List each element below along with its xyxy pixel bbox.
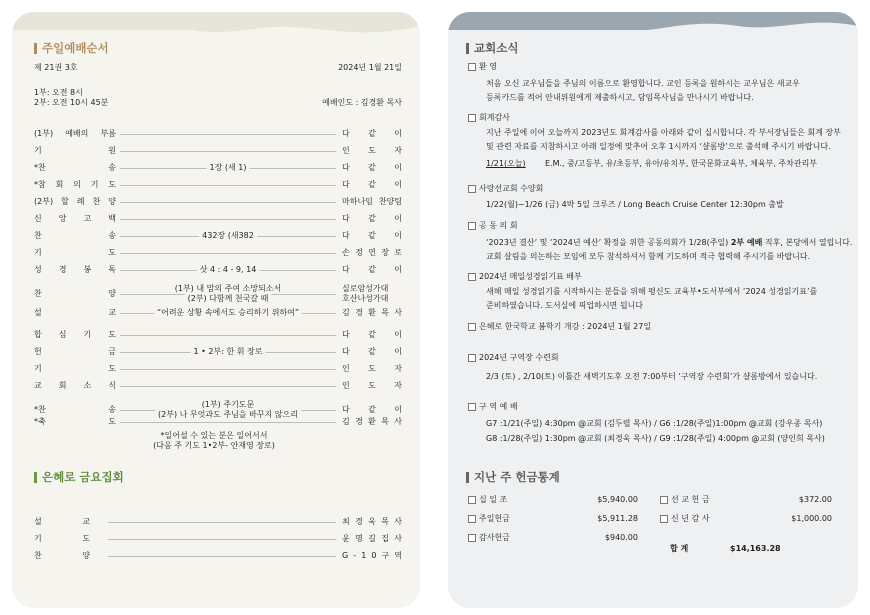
order-label: 설 교 (34, 308, 116, 317)
service-time-2: 2부: 오전 10시 45분 (34, 98, 109, 107)
order-person: 마하나임 찬양팀 (342, 197, 402, 206)
council-text-2: 교회 살림을 의논하는 모임에 모두 참석하셔서 함께 기도하며 적극 협력해 주시기를 바랍니다. (486, 252, 811, 261)
bible-plan-text-1: 새해 매일 성경읽기를 시작하시는 분들을 위해 평신도 교육부•도서부에서 ‘2024 성경읽기표’를 (486, 287, 818, 296)
order-detail: (1부) 주기도문 (199, 400, 258, 410)
worship-order-panel (12, 12, 420, 608)
audit-text-2: 및 관련 자료를 지참하시고 아래 일정에 맞추어 오후 1시까지 ‘샬롬방’으로 출석해 주시기 바랍니다. (486, 142, 831, 151)
service-time-1: 1부: 오전 8시 (34, 88, 83, 97)
leader-rule (120, 253, 336, 254)
offering-stats-title: 지난 주 헌금통계 (466, 469, 560, 485)
offering-value: $5,940.00 (597, 495, 638, 504)
bullet-box-icon (468, 496, 476, 504)
council-title: 공 동 의 회 (479, 221, 518, 230)
order-person: 다 같 이 (342, 180, 402, 189)
offering-label: 신 년 감 사 (671, 514, 710, 523)
bullet-box-icon (468, 185, 476, 193)
leader-rule (120, 185, 336, 186)
bullet-box-icon (468, 323, 476, 331)
next-week-prayer-note: (다음 주 기도 1•2부- 안재영 장로) (153, 441, 275, 450)
bulletin-date: 2024년 1월 21일 (338, 63, 402, 72)
church-news-panel (448, 12, 858, 608)
cell-leader-retreat-title: 2024년 구역장 수련회 (479, 353, 559, 362)
friday-person: 윤 명 길 집 사 (342, 534, 402, 543)
bullet-box-icon (660, 515, 668, 523)
order-person: 인 도 자 (342, 381, 402, 390)
order-person: 다 같 이 (342, 129, 402, 138)
order-label: *참 회 의 기 도 (34, 180, 116, 189)
cell-leader-retreat-text: 2/3 (토) , 2/10(토) 이틀간 새벽기도후 오전 7:00부터 ‘구역장 수련회’가 샬롬방에서 있습니다. (486, 372, 818, 381)
leader-rule (108, 522, 336, 523)
worship-leader: 예배인도 : 김경환 목사 (322, 98, 402, 107)
friday-label: 기 도 (34, 534, 90, 543)
leader-rule (120, 134, 336, 135)
bullet-box-icon (468, 354, 476, 362)
order-detail: (1부) 내 맘의 주여 소망되소서 (172, 284, 285, 294)
order-label: (1부) 예배의 부름 (34, 129, 116, 138)
friday-label: 찬 양 (34, 551, 90, 560)
order-person: 손 정 연 장 로 (342, 248, 402, 257)
friday-person: 최 경 욱 목 사 (342, 517, 402, 526)
leader-rule (120, 151, 336, 152)
audit-departments: E.M., 중/고등부, 유/초등부, 유아/유치부, 한국문화교육부, 체육부, 주차관리부 (545, 159, 818, 168)
order-label: 헌 금 (34, 347, 116, 356)
order-person: 인 도 자 (342, 364, 402, 373)
offering-total-label: 합 계 (670, 544, 689, 553)
order-detail-2: (2부) 다함께 천국갈 때 (185, 294, 272, 304)
order-detail: 1 • 2부: 한 휘 장로 (191, 347, 266, 357)
order-person: 다 같 이 (342, 405, 402, 414)
order-label: *찬 송 (34, 405, 116, 414)
bible-plan-title: 2024년 매일성경읽기표 배부 (479, 272, 582, 281)
bullet-box-icon (468, 273, 476, 281)
bullet-box-icon (468, 515, 476, 523)
order-label: 기 도 (34, 364, 116, 373)
bible-plan-text-2: 준비하였습니다. 도서실에 픽업하시면 됩니다 (486, 301, 644, 310)
order-person: 다 같 이 (342, 330, 402, 339)
order-detail: 432장 (새382 (199, 231, 257, 241)
leader-rule (120, 369, 336, 370)
bullet-box-icon (468, 403, 476, 411)
leader-rule (120, 386, 336, 387)
order-person-2: 호산나성가대 (342, 294, 389, 303)
order-person: 다 같 이 (342, 214, 402, 223)
welcome-title: 환 영 (479, 62, 497, 71)
order-label: 교 회 소 식 (34, 381, 116, 390)
offering-label: 주일헌금 (479, 514, 510, 523)
order-label: 기 원 (34, 146, 116, 155)
order-person: 다 같 이 (342, 265, 402, 274)
order-person: 다 같 이 (342, 163, 402, 172)
offering-label: 십 일 조 (479, 495, 508, 504)
order-person: 실로암성가대 (342, 284, 389, 293)
offering-value: $1,000.00 (791, 514, 832, 523)
offering-label: 선 교 헌 금 (671, 495, 710, 504)
order-label: 합 심 기 도 (34, 330, 116, 339)
korean-school-title: 은혜로 한국학교 봄학기 개강 : 2024년 1월 27일 (479, 322, 652, 331)
order-label: *축 도 (34, 417, 116, 426)
order-person: 김 경 환 목 사 (342, 308, 402, 317)
issue-number: 제 21권 3호 (34, 63, 78, 72)
order-label: (2부) 할 례 찬 양 (34, 197, 116, 206)
order-label: 찬 양 (34, 289, 116, 298)
order-person: 인 도 자 (342, 146, 402, 155)
order-label: 찬 송 (34, 231, 116, 240)
bullet-box-icon (468, 114, 476, 122)
offering-value: $940.00 (604, 533, 638, 542)
order-detail: 삿 4 : 4 - 9, 14 (197, 265, 260, 275)
cell-worship-title: 구 역 예 배 (479, 402, 518, 411)
council-text-1: ‘2023년 결산’ 및 ‘2024년 예산’ 확정을 위한 공동의회가 1/28(주일) 2부 예배 직후, 본당에서 열립니다. (486, 238, 853, 247)
offering-value: $372.00 (798, 495, 832, 504)
audit-title: 회계감사 (479, 113, 510, 122)
order-label: 신 앙 고 백 (34, 214, 116, 223)
order-label: *찬 송 (34, 163, 116, 172)
audit-date: 1/21(오늘) (486, 159, 526, 168)
order-detail: 1장 (새 1) (207, 163, 250, 173)
worship-order-title: 주일예배순서 (34, 40, 109, 56)
cell-worship-text-2: G8 :1/28(주일) 1:30pm @교회 (최경욱 목사) / G9 :1/28(주일) 4:00pm @교회 (양인희 목사) (486, 434, 825, 443)
leader-rule (120, 335, 336, 336)
bullet-box-icon (468, 63, 476, 71)
bullet-box-icon (660, 496, 668, 504)
offering-value: $5,911.28 (597, 514, 638, 523)
offering-total-value: $14,163.28 (730, 544, 781, 553)
church-news-title: 교회소식 (466, 40, 518, 56)
order-person: 다 같 이 (342, 347, 402, 356)
audit-text-1: 지난 주일에 이어 오늘까지 2023년도 회계감사를 아래와 같이 실시합니다. 각 부서장님들은 회계 장부 (486, 128, 841, 137)
leader-rule (120, 202, 336, 203)
leader-rule (108, 556, 336, 557)
offering-label: 감사헌금 (479, 533, 510, 542)
welcome-text-1: 처음 오신 교우님들을 주님의 이름으로 환영합니다. 교인 등록을 원하시는 교우님은 새교우 (486, 79, 800, 88)
cell-worship-text-1: G7 :1/21(주일) 4:30pm @교회 (김두렬 목사) / G6 :1/28(주일)1:00pm @교회 (강우종 목사) (486, 419, 823, 428)
order-label: 기 도 (34, 248, 116, 257)
friday-meeting-title: 은혜로 금요집회 (34, 469, 124, 485)
order-person: 김 경 환 목 사 (342, 417, 402, 426)
retreat-title: 사랑선교회 수양회 (479, 184, 544, 193)
order-person: 다 같 이 (342, 231, 402, 240)
bullet-box-icon (468, 222, 476, 230)
order-detail-2: (2부) 나 무엇과도 주님을 바꾸지 않으리 (155, 410, 301, 420)
retreat-text: 1/22(월)~1/26 (금) 4박 5일 크루즈 / Long Beach Cruise Center 12:30pm 출발 (486, 200, 784, 209)
welcome-text-2: 등록카드를 적어 안내위원에게 제출하시고, 담임목사님을 만나시기 바랍니다. (486, 93, 754, 102)
bullet-box-icon (468, 534, 476, 542)
leader-rule (108, 539, 336, 540)
standing-note: *일어설 수 있는 분은 일어서서 (160, 431, 268, 440)
order-detail: “어려운 상황 속에서도 승리하기 위하여” (154, 308, 302, 318)
friday-label: 설 교 (34, 517, 90, 526)
leader-rule (120, 219, 336, 220)
order-label: 성 경 봉 독 (34, 265, 116, 274)
leader-rule (120, 422, 336, 423)
friday-person: G - 1 0 구 역 (342, 551, 402, 560)
